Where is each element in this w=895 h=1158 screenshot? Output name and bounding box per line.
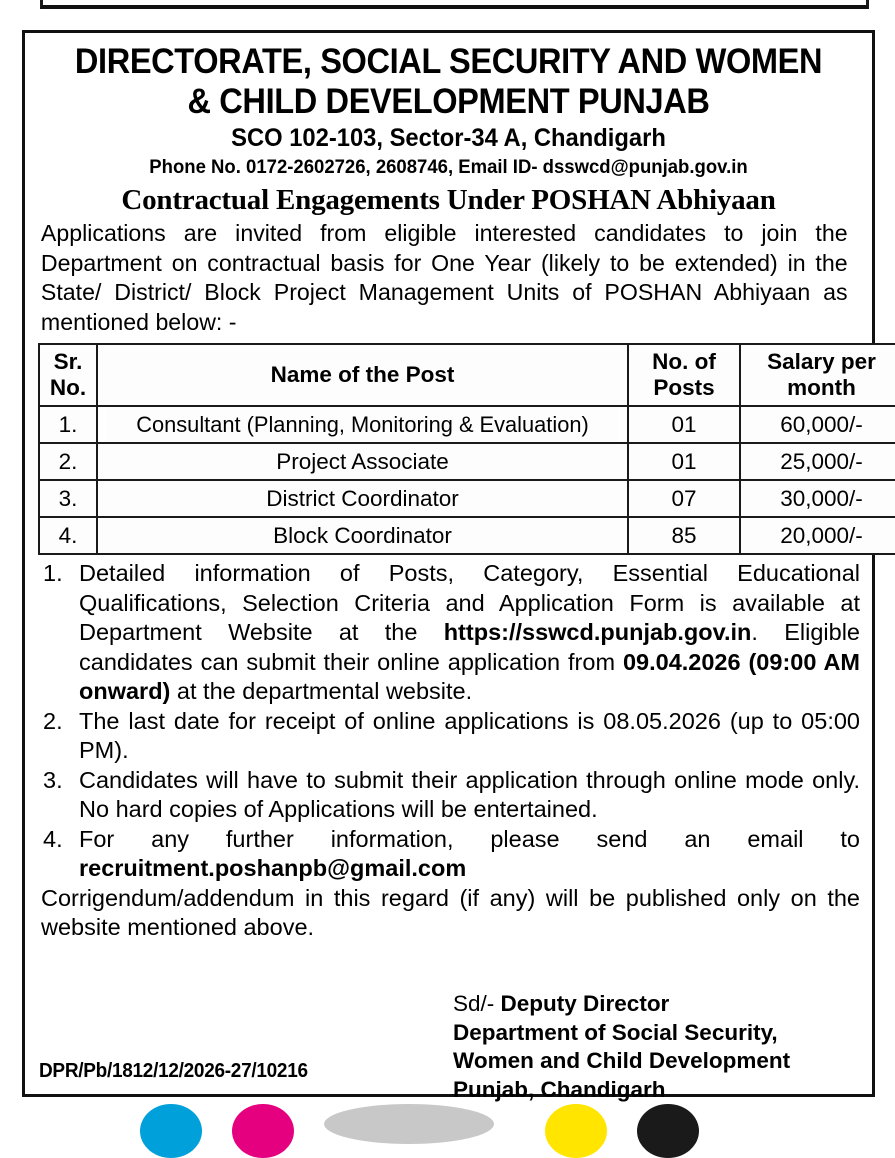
column-header-salary-line2: month — [787, 375, 856, 400]
list-marker: 3. — [43, 766, 63, 793]
cmyk-registration-marks — [0, 1104, 895, 1131]
signed-marker: Sd/- — [453, 991, 495, 1016]
cell-post-name: Block Coordinator — [97, 517, 628, 554]
column-header-sr-no — [39, 344, 97, 406]
list-marker: 1. — [43, 560, 63, 586]
advertisement-body — [35, 42, 876, 1102]
cell-no-of-posts: 01 — [628, 406, 740, 443]
cell-salary: 20,000/- — [740, 517, 895, 554]
cell-salary: 25,000/- — [740, 443, 895, 480]
cell-salary: 60,000/- — [740, 406, 895, 443]
signature-department-line: Women and Child Development — [453, 1048, 791, 1073]
list-marker: 2. — [43, 707, 63, 734]
posts-table — [38, 343, 895, 555]
table-row — [39, 517, 895, 554]
department-website-url: https://sswcd.punjab.gov.in — [443, 619, 752, 645]
column-header-salary — [740, 344, 895, 406]
office-contact: Phone No. 0172-2602726, 2608746, Email ID- dsswcd@punjab.gov.in — [149, 156, 748, 178]
table-row — [39, 443, 895, 480]
registration-dot-magenta — [232, 1104, 294, 1158]
cell-post-name: Project Associate — [97, 443, 628, 480]
cell-no-of-posts: 85 — [628, 517, 740, 554]
advertisement-frame — [22, 30, 876, 1102]
note-text-part: The last date for receipt of online applications is 08.05.2026 (up to 05:00 PM). — [79, 707, 860, 763]
closing-paragraph: Corrigendum/addendum in this regard (if any) will be published only on the website mentioned above. — [41, 884, 860, 940]
list-marker: 4. — [43, 825, 63, 852]
signature-designation-line — [453, 990, 790, 1019]
table-row — [39, 406, 895, 443]
office-address: SCO 102-103, Sector-34 A, Chandigarh — [231, 124, 666, 152]
cell-sr-no: 2. — [39, 443, 97, 480]
cell-no-of-posts: 01 — [628, 443, 740, 480]
cell-no-of-posts: 07 — [628, 480, 740, 517]
notes-list — [35, 559, 862, 884]
column-header-sr-no-line2: No. — [49, 375, 87, 400]
note-text-part: . Eligible candidates can submit their online application from — [79, 619, 860, 675]
contact-email: recruitment.poshanpb@gmail.com — [79, 855, 467, 881]
registration-dot-gray — [324, 1104, 494, 1144]
signature-designation: Deputy Director — [500, 991, 670, 1016]
column-header-no-of-posts-line2: Posts — [653, 375, 715, 400]
signature-department-line: Department of Social Security, — [453, 1019, 778, 1045]
signature-block — [453, 990, 790, 1104]
column-header-no-of-posts-line1: No. of — [652, 349, 716, 374]
intro-paragraph: Applications are invited from eligible interested candidates to join the Department on contractual basis for One Year (likely to be extended) in the State/ District/ Block Project Management Units of POSHAN Abhiyaan as mentioned below: - — [40, 220, 848, 335]
cell-post-name: District Coordinator — [97, 480, 628, 517]
registration-dot-yellow — [545, 1104, 607, 1158]
registration-dot-cyan — [140, 1104, 202, 1158]
adjacent-ad-frame-fragment — [40, 0, 869, 9]
signature-location-line: Punjab, Chandigarh — [453, 1076, 666, 1102]
scheme-title: Contractual Engagements Under POSHAN Abhiyaan — [121, 184, 776, 216]
column-header-sr-no-line1: Sr. — [53, 349, 83, 374]
list-item — [41, 707, 860, 766]
registration-dot-black — [637, 1104, 699, 1158]
list-item — [41, 766, 860, 825]
column-header-salary-line1: Salary per — [767, 349, 876, 374]
dpr-reference-number: DPR/Pb/1812/12/2026-27/10216 — [39, 1060, 308, 1082]
table-header-row — [39, 344, 895, 406]
cell-salary: 30,000/- — [740, 480, 895, 517]
column-header-name-of-post: Name of the Post — [97, 344, 628, 406]
cell-post-name: Consultant (Planning, Monitoring & Evaluation) — [105, 406, 620, 443]
list-item — [41, 559, 860, 707]
cell-sr-no: 4. — [39, 517, 97, 554]
cell-sr-no: 3. — [39, 480, 97, 517]
column-header-no-of-posts — [628, 344, 740, 406]
list-item — [41, 825, 860, 884]
table-row — [39, 480, 895, 517]
note-text-part: Detailed information of Posts, Category, Essential Educational Qualifications, Selection Criteria and Application Form is available at Department Website at the — [79, 560, 860, 645]
cell-sr-no: 1. — [39, 406, 97, 443]
application-open-date: 09.04.2026 (09:00 AM onward) — [79, 648, 860, 704]
note-text-part: Candidates will have to submit their application through online mode only. No hard copies of Applications will be entertained. — [79, 766, 860, 822]
note-text-part: For any further information, please send an email to — [79, 825, 860, 852]
page-title: DIRECTORATE, SOCIAL SECURITY AND WOMEN & CHILD DEVELOPMENT PUNJAB — [74, 42, 823, 121]
note-text-part: at the departmental website. — [170, 678, 473, 704]
